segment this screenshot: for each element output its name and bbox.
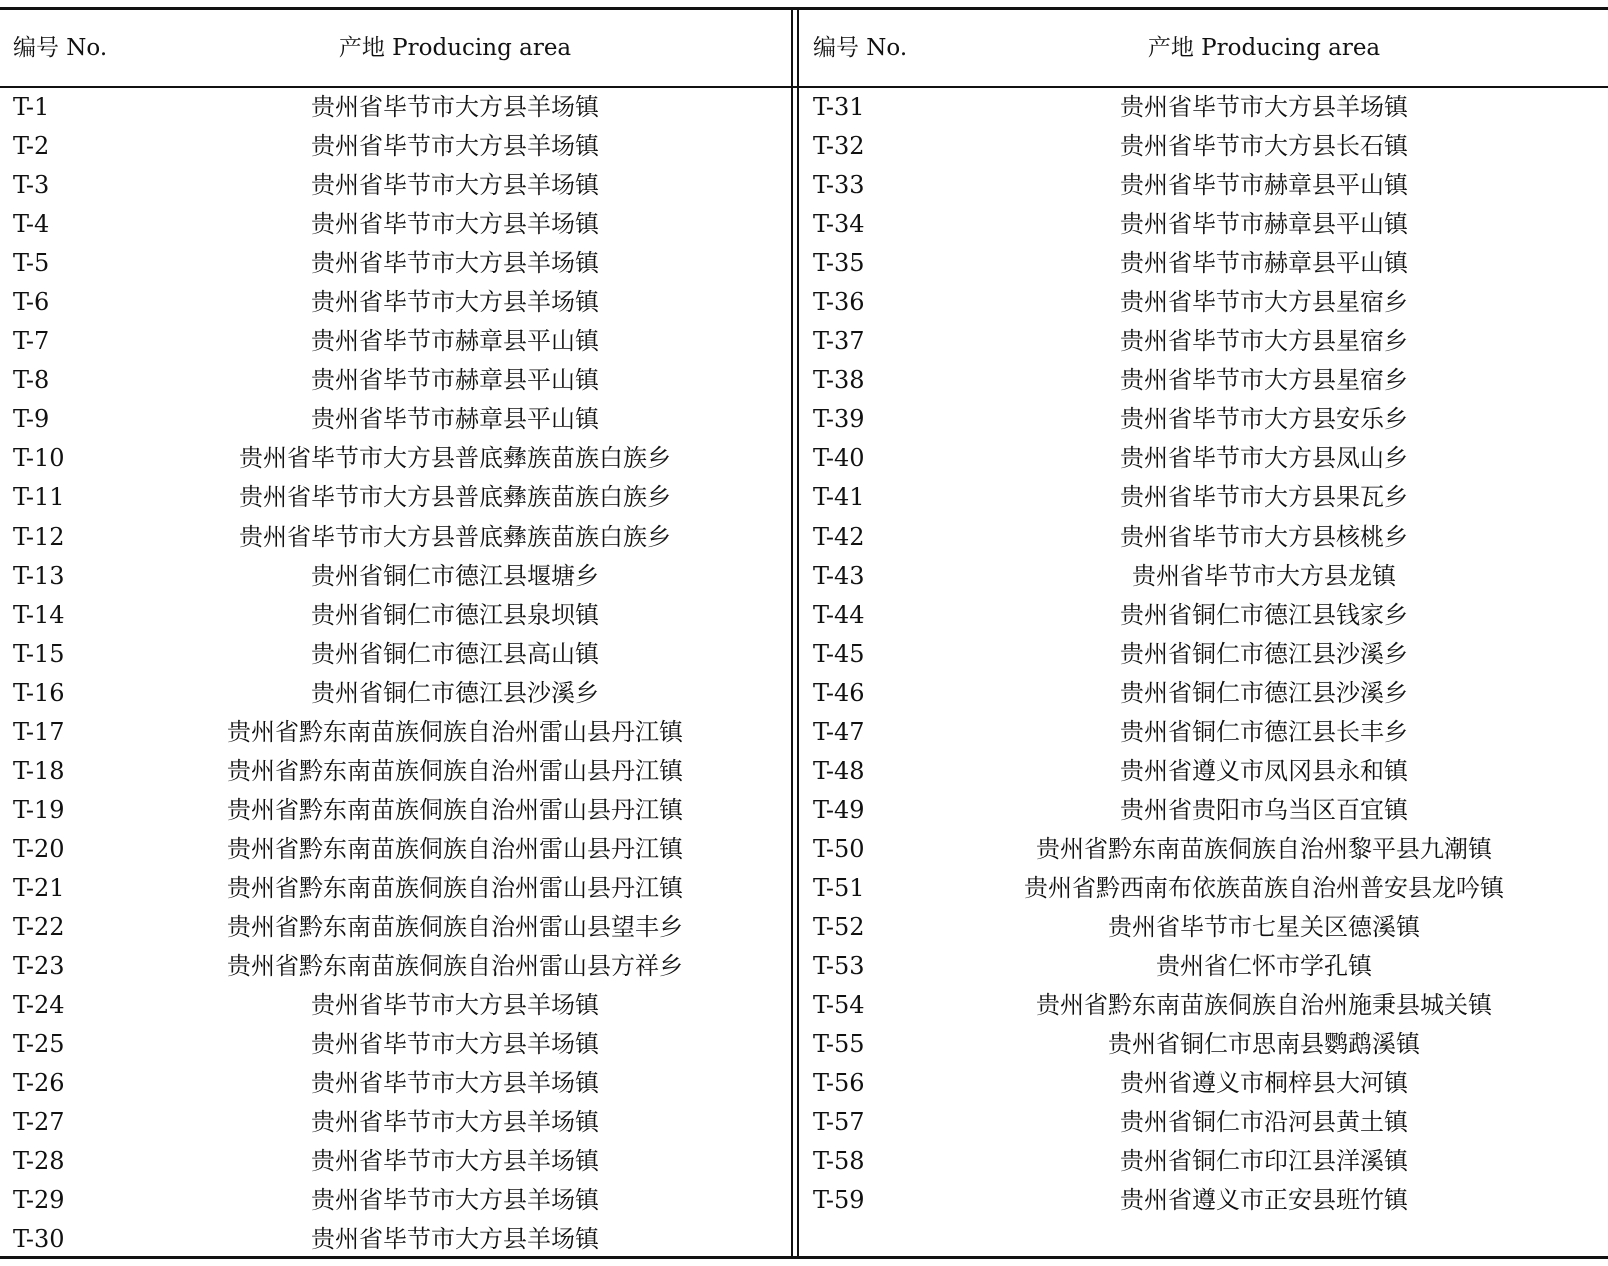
table-row [0, 361, 790, 400]
sample-number: T-53 [813, 952, 865, 981]
producing-area: 贵州省铜仁市德江县钱家乡 [1120, 600, 1408, 629]
producing-area: 贵州省黔东南苗族侗族自治州雷山县方祥乡 [227, 952, 683, 981]
sample-number: T-3 [13, 171, 50, 200]
table-row [800, 713, 1608, 752]
sample-number: T-31 [813, 93, 865, 121]
sample-number: T-8 [13, 366, 50, 395]
table-row [800, 1181, 1608, 1220]
sample-number: T-43 [813, 561, 865, 590]
table-row [0, 596, 790, 635]
sample-number: T-34 [813, 210, 865, 239]
producing-area: 贵州省毕节市大方县星宿乡 [1120, 366, 1408, 395]
sample-number: T-11 [13, 483, 65, 512]
producing-area: 贵州省毕节市大方县羊场镇 [311, 1030, 599, 1059]
producing-area: 贵州省遵义市凤冈县永和镇 [1120, 756, 1408, 785]
producing-area: 贵州省铜仁市沿河县黄土镇 [1120, 1108, 1408, 1137]
producing-area: 贵州省毕节市大方县羊场镇 [311, 1225, 599, 1254]
sample-number: T-21 [13, 873, 65, 902]
table-row [800, 361, 1608, 400]
table-row [800, 322, 1608, 361]
producing-area: 贵州省毕节市大方县长石镇 [1120, 132, 1408, 161]
table-row [0, 127, 790, 166]
table-row [800, 518, 1608, 557]
producing-area: 贵州省铜仁市德江县高山镇 [311, 639, 599, 668]
producing-area: 贵州省毕节市大方县羊场镇 [311, 249, 599, 278]
table-right-half [800, 10, 1608, 1215]
producing-area: 贵州省毕节市大方县龙镇 [1132, 561, 1396, 590]
producing-area: 贵州省黔东南苗族侗族自治州雷山县丹江镇 [227, 873, 683, 902]
table-row [0, 400, 790, 439]
table-row [800, 596, 1608, 635]
table-row [800, 439, 1608, 478]
producing-area: 贵州省遵义市桐梓县大河镇 [1120, 1069, 1408, 1098]
table-row [0, 635, 790, 674]
table-row [800, 908, 1608, 947]
producing-area: 贵州省毕节市赫章县平山镇 [1120, 171, 1408, 200]
table-row [0, 88, 790, 127]
sample-number: T-54 [813, 991, 865, 1020]
sample-number: T-30 [13, 1225, 65, 1254]
table-row [0, 439, 790, 478]
producing-area: 贵州省毕节市大方县普底彝族苗族白族乡 [239, 522, 671, 551]
producing-area: 贵州省黔东南苗族侗族自治州施秉县城关镇 [1036, 991, 1492, 1020]
table-row [800, 88, 1608, 127]
sample-number: T-20 [13, 834, 65, 863]
table-row [0, 166, 790, 205]
table-row [800, 986, 1608, 1025]
producing-area: 贵州省毕节市大方县星宿乡 [1120, 288, 1408, 317]
sample-number: T-39 [813, 405, 865, 434]
table-row [800, 244, 1608, 283]
table-row [800, 478, 1608, 517]
table-row [800, 947, 1608, 986]
producing-area: 贵州省毕节市大方县凤山乡 [1120, 444, 1408, 473]
producing-area: 贵州省毕节市大方县普底彝族苗族白族乡 [239, 483, 671, 512]
sample-number: T-36 [813, 288, 865, 317]
table-row [0, 986, 790, 1025]
table-row [800, 1025, 1608, 1064]
table-row [0, 283, 790, 322]
sample-number: T-26 [13, 1069, 65, 1098]
producing-area: 贵州省毕节市大方县羊场镇 [1120, 93, 1408, 121]
producing-area: 贵州省毕节市大方县羊场镇 [311, 1186, 599, 1215]
sample-number: T-19 [13, 795, 65, 824]
table-row [0, 713, 790, 752]
sample-number: T-9 [13, 405, 50, 434]
sample-number: T-37 [813, 327, 865, 356]
table-row [0, 518, 790, 557]
sample-number: T-51 [813, 873, 865, 902]
table-row [0, 322, 790, 361]
producing-area: 贵州省铜仁市德江县沙溪乡 [1120, 678, 1408, 707]
sample-number: T-29 [13, 1186, 65, 1215]
header-area: 产地 Producing area [1147, 35, 1381, 61]
table-left-half [0, 10, 790, 1254]
table-row [0, 830, 790, 869]
sample-number: T-48 [813, 756, 865, 785]
sample-number: T-1 [13, 93, 50, 121]
table-row [800, 791, 1608, 830]
sample-number: T-16 [13, 678, 65, 707]
sample-number: T-33 [813, 171, 865, 200]
producing-area: 贵州省黔东南苗族侗族自治州黎平县九潮镇 [1036, 834, 1492, 863]
table-row [800, 1103, 1608, 1142]
table-header [0, 10, 790, 86]
sample-number: T-42 [813, 522, 865, 551]
sample-number: T-49 [813, 795, 865, 824]
producing-area: 贵州省毕节市赫章县平山镇 [311, 327, 599, 356]
producing-area: 贵州省毕节市大方县羊场镇 [311, 991, 599, 1020]
header-no: 编号 No. [13, 35, 108, 61]
table-row [800, 166, 1608, 205]
sample-number: T-52 [813, 912, 865, 941]
table-row [800, 205, 1608, 244]
column-divider [791, 9, 793, 1258]
column-divider [797, 9, 799, 1258]
sample-number: T-5 [13, 249, 50, 278]
header-area: 产地 Producing area [338, 35, 572, 61]
sample-number: T-13 [13, 561, 65, 590]
sample-number: T-22 [13, 912, 65, 941]
table-row [800, 635, 1608, 674]
producing-area: 贵州省贵阳市乌当区百宜镇 [1120, 795, 1408, 824]
sample-number: T-17 [13, 717, 65, 746]
table-row [0, 908, 790, 947]
header-no: 编号 No. [813, 35, 908, 61]
sample-number: T-47 [813, 717, 865, 746]
sample-number: T-57 [813, 1108, 865, 1137]
table-row [0, 674, 790, 713]
producing-area: 贵州省毕节市大方县羊场镇 [311, 1147, 599, 1176]
producing-area: 贵州省仁怀市学孔镇 [1156, 952, 1372, 981]
sample-number: T-38 [813, 366, 865, 395]
table-row [0, 478, 790, 517]
producing-area: 贵州省黔东南苗族侗族自治州雷山县丹江镇 [227, 834, 683, 863]
sample-number: T-10 [13, 444, 65, 473]
sample-number: T-2 [13, 132, 50, 161]
sample-number: T-45 [813, 639, 865, 668]
table-row [0, 1181, 790, 1220]
table-row [0, 1142, 790, 1181]
producing-area: 贵州省毕节市大方县安乐乡 [1120, 405, 1408, 434]
sample-number: T-56 [813, 1069, 865, 1098]
table-row [0, 1025, 790, 1064]
producing-area: 贵州省黔东南苗族侗族自治州雷山县丹江镇 [227, 756, 683, 785]
sample-number: T-25 [13, 1030, 65, 1059]
table-row [800, 752, 1608, 791]
sample-number: T-59 [813, 1186, 865, 1215]
producing-area: 贵州省毕节市赫章县平山镇 [311, 405, 599, 434]
table-row [800, 283, 1608, 322]
producing-area: 贵州省毕节市大方县核桃乡 [1120, 522, 1408, 551]
table-row [800, 674, 1608, 713]
sample-number: T-50 [813, 834, 865, 863]
producing-area: 贵州省毕节市七星关区德溪镇 [1108, 912, 1420, 941]
table-row [800, 830, 1608, 869]
sample-number: T-6 [13, 288, 50, 317]
sample-number: T-44 [813, 600, 865, 629]
sample-number: T-41 [813, 483, 865, 512]
table-row [0, 752, 790, 791]
sample-number: T-4 [13, 210, 50, 239]
producing-area: 贵州省毕节市大方县羊场镇 [311, 132, 599, 161]
producing-area: 贵州省铜仁市印江县洋溪镇 [1120, 1147, 1408, 1176]
producing-area: 贵州省毕节市大方县羊场镇 [311, 288, 599, 317]
table-row [0, 791, 790, 830]
producing-area: 贵州省铜仁市思南县鹦鹉溪镇 [1108, 1030, 1420, 1059]
producing-area: 贵州省铜仁市德江县长丰乡 [1120, 717, 1408, 746]
sample-number: T-55 [813, 1030, 865, 1059]
table-row [800, 127, 1608, 166]
producing-area: 贵州省黔东南苗族侗族自治州雷山县丹江镇 [227, 717, 683, 746]
producing-area: 贵州省黔东南苗族侗族自治州雷山县望丰乡 [227, 912, 683, 941]
sample-number: T-12 [13, 522, 65, 551]
producing-area: 贵州省铜仁市德江县沙溪乡 [1120, 639, 1408, 668]
sample-number: T-24 [13, 991, 65, 1020]
table-row [0, 947, 790, 986]
table-row [800, 1064, 1608, 1103]
sample-number: T-23 [13, 952, 65, 981]
producing-area: 贵州省黔东南苗族侗族自治州雷山县丹江镇 [227, 795, 683, 824]
table-row [0, 244, 790, 283]
producing-area: 贵州省毕节市赫章县平山镇 [311, 366, 599, 395]
producing-area: 贵州省毕节市大方县星宿乡 [1120, 327, 1408, 356]
producing-area: 贵州省毕节市大方县普底彝族苗族白族乡 [239, 444, 671, 473]
sample-number: T-7 [13, 327, 50, 356]
sample-number: T-27 [13, 1108, 65, 1137]
table-row [800, 1142, 1608, 1181]
table-body-right [800, 88, 1608, 1220]
sample-number: T-15 [13, 639, 65, 668]
producing-area: 贵州省毕节市赫章县平山镇 [1120, 249, 1408, 278]
sample-number: T-32 [813, 132, 865, 161]
sample-number: T-58 [813, 1147, 865, 1176]
producing-area: 贵州省毕节市赫章县平山镇 [1120, 210, 1408, 239]
producing-area: 贵州省铜仁市德江县沙溪乡 [311, 678, 599, 707]
table-row [0, 869, 790, 908]
producing-area: 贵州省铜仁市德江县泉坝镇 [311, 600, 599, 629]
table-row [800, 557, 1608, 596]
table-body-left [0, 88, 790, 1259]
producing-area: 贵州省毕节市大方县羊场镇 [311, 93, 599, 121]
table-row [0, 205, 790, 244]
producing-area: 贵州省毕节市大方县羊场镇 [311, 210, 599, 239]
producing-area: 贵州省毕节市大方县羊场镇 [311, 171, 599, 200]
producing-area: 贵州省黔西南布依族苗族自治州普安县龙吟镇 [1024, 873, 1504, 902]
producing-area: 贵州省毕节市大方县羊场镇 [311, 1108, 599, 1137]
table-row [0, 1220, 790, 1259]
table-row [0, 1103, 790, 1142]
producing-area: 贵州省毕节市大方县果瓦乡 [1120, 483, 1408, 512]
sample-number: T-14 [13, 600, 65, 629]
table-row [800, 400, 1608, 439]
sample-number: T-18 [13, 756, 65, 785]
table-row [0, 1064, 790, 1103]
sample-number: T-46 [813, 678, 865, 707]
producing-area: 贵州省毕节市大方县羊场镇 [311, 1069, 599, 1098]
producing-area: 贵州省铜仁市德江县堰塘乡 [311, 561, 599, 590]
producing-area: 贵州省遵义市正安县班竹镇 [1120, 1186, 1408, 1215]
sample-number: T-35 [813, 249, 865, 278]
table-row [0, 557, 790, 596]
table-row [800, 869, 1608, 908]
sample-number: T-40 [813, 444, 865, 473]
table-header [800, 10, 1608, 86]
sample-number: T-28 [13, 1147, 65, 1176]
